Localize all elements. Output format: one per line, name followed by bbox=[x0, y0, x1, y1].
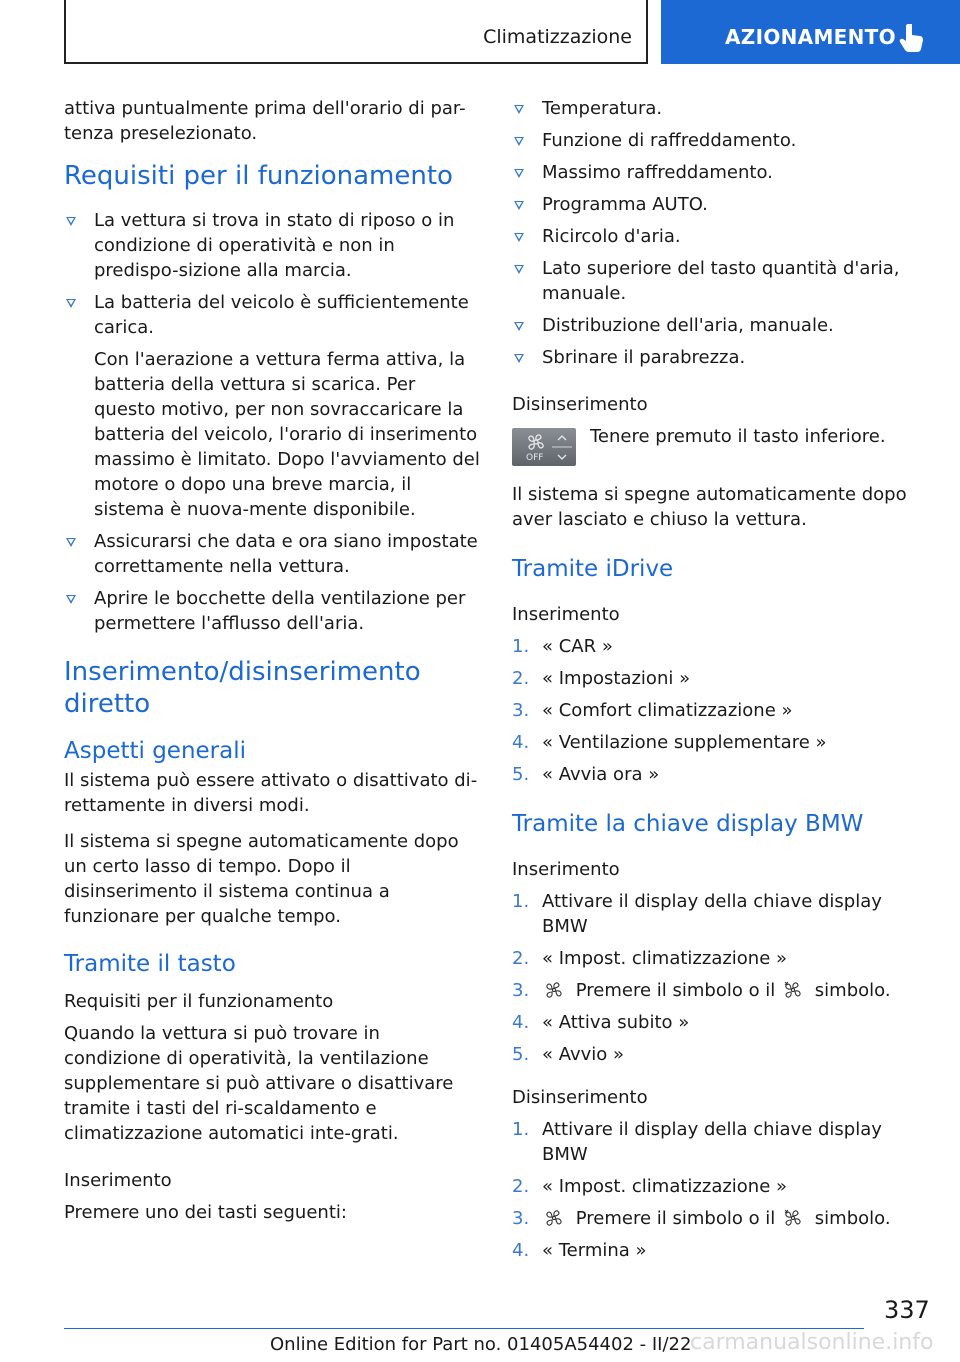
bullet-triangle-icon bbox=[66, 217, 76, 226]
list-item: Funzione di raffreddamento. bbox=[512, 128, 932, 153]
list-item: 4. « Termina » bbox=[512, 1240, 647, 1261]
auto-off-paragraph: Il sistema si spegne automaticamente dopo aver lasciato e chiuso la vettura. bbox=[512, 484, 907, 530]
heading-aspetti-generali: Aspetti generali bbox=[64, 738, 247, 764]
list-item: 2. « Impostazioni » bbox=[512, 668, 691, 689]
list-item: Assicurarsi che data e ora siano impostate correttamente nella vettura. bbox=[64, 529, 482, 579]
list-item: 2. « Impost. climatizzazione » bbox=[512, 1176, 788, 1197]
label-inserimento-chiave: Inserimento bbox=[512, 859, 620, 880]
bullet-triangle-icon bbox=[514, 322, 524, 331]
fan-off-button-icon bbox=[512, 428, 576, 466]
bullet-triangle-icon bbox=[514, 105, 524, 114]
bullet-triangle-icon bbox=[514, 201, 524, 210]
heading-tramite-tasto: Tramite il tasto bbox=[64, 951, 236, 977]
requirements-list bbox=[64, 208, 482, 636]
list-item: 1. Attivare il display della chiave display BMW bbox=[512, 1119, 882, 1165]
buttons-list bbox=[512, 96, 932, 370]
button-paragraph: Quando la vettura si può trovare in condizione di operatività, la ventilazione supplementare si può attivare o disattivare tramite i tasti del ri-scaldamento e climatizzazione automatici inte-grati. bbox=[64, 1023, 454, 1144]
list-item: Ricircolo d'aria. bbox=[512, 224, 932, 249]
edition-text: Online Edition for Part no. 01405A54402 - II/22 bbox=[270, 1334, 692, 1355]
label-requisiti: Requisiti per il funzionamento bbox=[64, 991, 334, 1012]
watermark: carmanualsonline.info bbox=[690, 1330, 934, 1355]
off-instruction: Tenere premuto il tasto inferiore. bbox=[590, 426, 886, 447]
fan-icon bbox=[544, 1208, 564, 1228]
list-item: Programma AUTO. bbox=[512, 192, 932, 217]
off-button-row bbox=[512, 424, 932, 468]
bullet-triangle-icon bbox=[514, 233, 524, 242]
off-label: OFF bbox=[526, 453, 544, 463]
list-item: La batteria del veicolo è sufficientemente carica. Con l'aerazione a vettura ferma attiva, la batteria della vettura si scarica. Per questo motivo, per non sovraccaricare la batteria del veicolo, l'orario di inserimento massimo è limitato. Dopo l'avviamento del motore o dopo una breve marcia, il sistema è nuova-mente disponibile. bbox=[64, 290, 482, 522]
list-item: 1. « CAR » bbox=[512, 636, 613, 657]
idrive-steps bbox=[512, 634, 932, 787]
list-item: 2. « Impost. climatizzazione » bbox=[512, 948, 788, 969]
fan-icon bbox=[512, 428, 576, 466]
header-chapter-box bbox=[661, 0, 960, 64]
key-on-steps bbox=[512, 889, 932, 1067]
general-paragraph-1: Il sistema può essere attivato o disattivato di-rettamente in diversi modi. bbox=[64, 770, 478, 816]
label-inserimento: Inserimento bbox=[64, 1170, 172, 1191]
bullet-triangle-icon bbox=[66, 299, 76, 308]
section-title: Climatizzazione bbox=[483, 26, 632, 48]
hand-pointer-icon bbox=[899, 22, 925, 52]
bullet-triangle-icon bbox=[514, 265, 524, 274]
general-paragraph-2: Il sistema si spegne automaticamente dopo un certo lasso di tempo. Dopo il disinserimento il sistema continua a funzionare per qualche tempo. bbox=[64, 831, 459, 927]
label-disinserimento-chiave: Disinserimento bbox=[512, 1087, 648, 1108]
list-item: Massimo raffreddamento. bbox=[512, 160, 932, 185]
bullet-triangle-icon bbox=[66, 538, 76, 547]
list-item: La vettura si trova in stato di riposo o in condizione di operatività e non in predispo-sizione alla marcia. bbox=[64, 208, 482, 283]
chapter-title: AZIONAMENTO bbox=[725, 25, 896, 49]
list-item: 4. « Ventilazione supplementare » bbox=[512, 732, 827, 753]
left-column bbox=[64, 96, 482, 1236]
key-off-steps bbox=[512, 1117, 932, 1263]
list-item: 3. Premere il simbolo o il simbolo. bbox=[512, 1208, 891, 1229]
list-item: Sbrinare il parabrezza. bbox=[512, 345, 932, 370]
heading-chiave-display: Tramite la chiave display BMW bbox=[512, 811, 864, 837]
list-item: 3. « Comfort climatizzazione » bbox=[512, 700, 793, 721]
list-item: 3. Premere il simbolo o il simbolo. bbox=[512, 980, 891, 1001]
bullet-triangle-icon bbox=[66, 595, 76, 604]
list-item: 5. « Avvio » bbox=[512, 1044, 625, 1065]
heading-inserimento-diretto: Inserimento/disinserimento diretto bbox=[64, 657, 421, 719]
heading-requisiti: Requisiti per il funzionamento bbox=[64, 161, 453, 191]
bullet-triangle-icon bbox=[514, 354, 524, 363]
battery-note: Con l'aerazione a vettura ferma attiva, la batteria della vettura si scarica. Per questo motivo, per non sovraccaricare la batteria del veicolo, l'orario di inserimento massimo è limitato. Dopo l'avviamento del motore o dopo una breve marcia, il sistema è nuova-mente disponibile. bbox=[94, 349, 480, 520]
fan-icon bbox=[783, 980, 803, 1000]
footer-divider bbox=[64, 1328, 864, 1329]
intro-paragraph: attiva puntualmente prima dell'orario di par-tenza preselezionato. bbox=[64, 98, 466, 144]
list-item: 4. « Attiva subito » bbox=[512, 1012, 690, 1033]
header-section-box bbox=[64, 0, 648, 64]
list-item: 1. Attivare il display della chiave display BMW bbox=[512, 891, 882, 937]
label-disinserimento: Disinserimento bbox=[512, 394, 648, 415]
heading-idrive: Tramite iDrive bbox=[512, 556, 674, 582]
list-item: Temperatura. bbox=[512, 96, 932, 121]
page-number: 337 bbox=[884, 1296, 930, 1324]
list-item: Lato superiore del tasto quantità d'aria, manuale. bbox=[512, 256, 932, 306]
bullet-triangle-icon bbox=[514, 137, 524, 146]
label-inserimento-idrive: Inserimento bbox=[512, 604, 620, 625]
list-item: Aprire le bocchette della ventilazione per permettere l'afflusso dell'aria. bbox=[64, 586, 482, 636]
list-item: Distribuzione dell'aria, manuale. bbox=[512, 313, 932, 338]
list-item: 5. « Avvia ora » bbox=[512, 764, 660, 785]
fan-icon bbox=[783, 1208, 803, 1228]
right-column bbox=[512, 96, 932, 1270]
press-paragraph: Premere uno dei tasti seguenti: bbox=[64, 1202, 347, 1223]
bullet-triangle-icon bbox=[514, 169, 524, 178]
fan-icon bbox=[544, 980, 564, 1000]
